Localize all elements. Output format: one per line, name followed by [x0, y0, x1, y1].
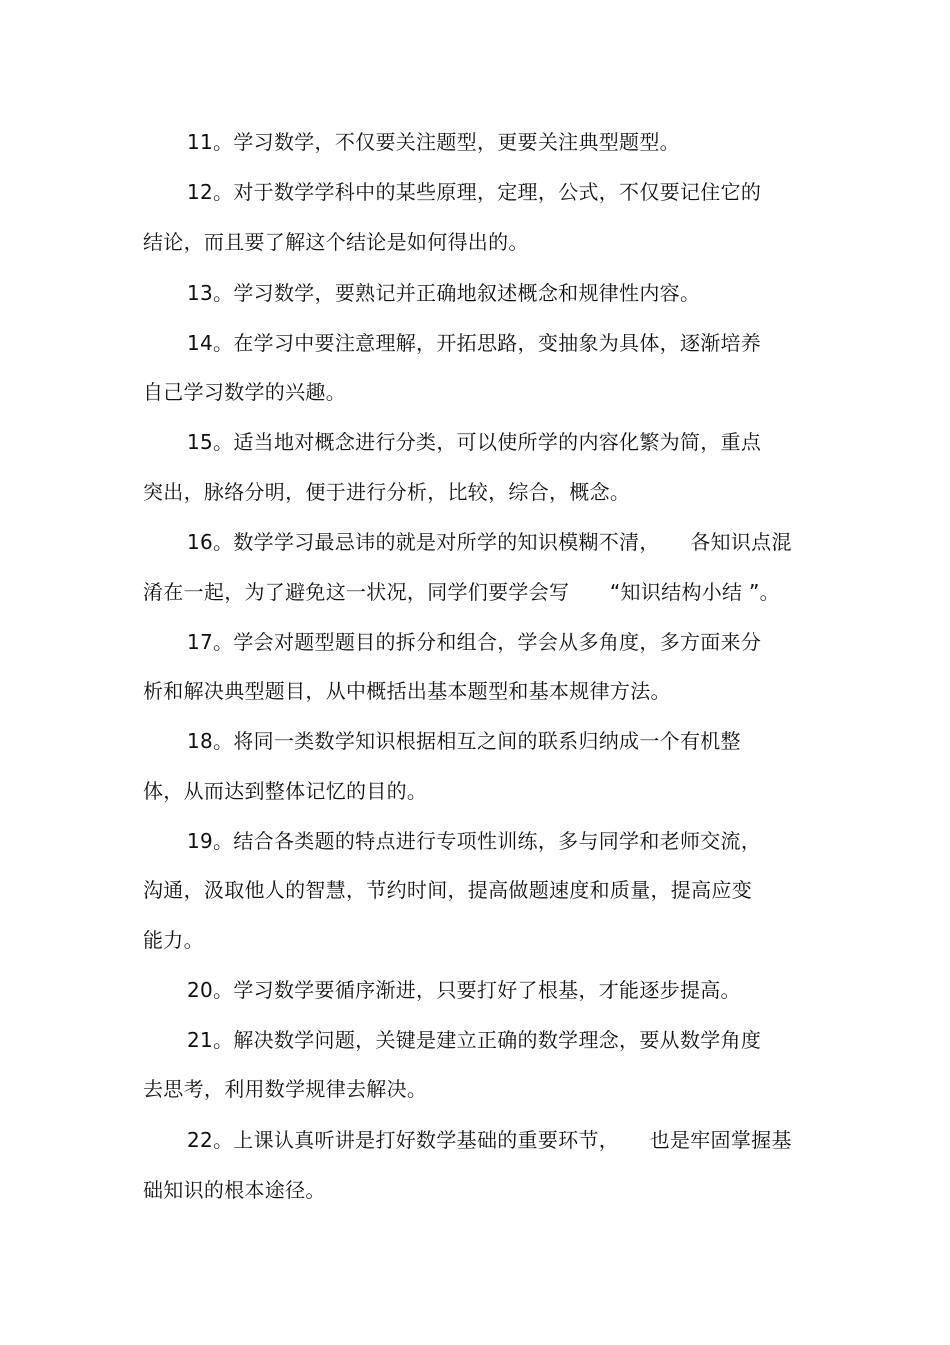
tip-line: 突出，脉络分明，便于进行分析，比较，综合，概念。	[143, 480, 631, 504]
tip-line: 20。学习数学要循序渐进，只要打好了根基，才能逐步提高。	[187, 978, 741, 1002]
tip-line: 淆在一起，为了避免这一状况，同学们要学会写 “知识结构小结 ”。	[143, 580, 780, 604]
tip-line: 13。学习数学，要熟记并正确地叙述概念和规律性内容。	[187, 281, 701, 305]
tip-line: 自己学习数学的兴趣。	[143, 380, 346, 404]
tip-line: 17。学会对题型题目的拆分和组合，学会从多角度，多方面来分	[187, 630, 762, 654]
tip-line: 沟通，汲取他人的智慧，节约时间，提高做题速度和质量，提高应变	[143, 878, 752, 902]
tip-line: 18。将同一类数学知识根据相互之间的联系归纳成一个有机整	[187, 729, 741, 753]
tip-line: 12。对于数学学科中的某些原理，定理，公式，不仅要记住它的	[187, 180, 762, 204]
tip-line: 结论，而且要了解这个结论是如何得出的。	[143, 230, 529, 254]
tip-line: 22。上课认真听讲是打好数学基础的重要环节， 也是牢固掌握基	[187, 1128, 792, 1152]
tip-line: 体，从而达到整体记忆的目的。	[143, 779, 428, 803]
tip-line: 础知识的根本途径。	[143, 1178, 326, 1202]
tip-line: 14。在学习中要注意理解，开拓思路，变抽象为具体，逐渐培养	[187, 331, 762, 355]
tip-line: 15。适当地对概念进行分类，可以使所学的内容化繁为简，重点	[187, 430, 762, 454]
tip-line: 16。数学学习最忌讳的就是对所学的知识模糊不清， 各知识点混	[187, 530, 792, 554]
tip-line: 21。解决数学问题，关键是建立正确的数学理念，要从数学角度	[187, 1028, 762, 1052]
tip-line: 19。结合各类题的特点进行专项性训练，多与同学和老师交流，	[187, 829, 762, 853]
tip-line: 析和解决典型题目，从中概括出基本题型和基本规律方法。	[143, 679, 671, 703]
tip-line: 11。学习数学，不仅要关注题型，更要关注典型题型。	[187, 130, 680, 154]
tip-line: 能力。	[143, 928, 204, 952]
tip-line: 去思考，利用数学规律去解决。	[143, 1077, 428, 1101]
